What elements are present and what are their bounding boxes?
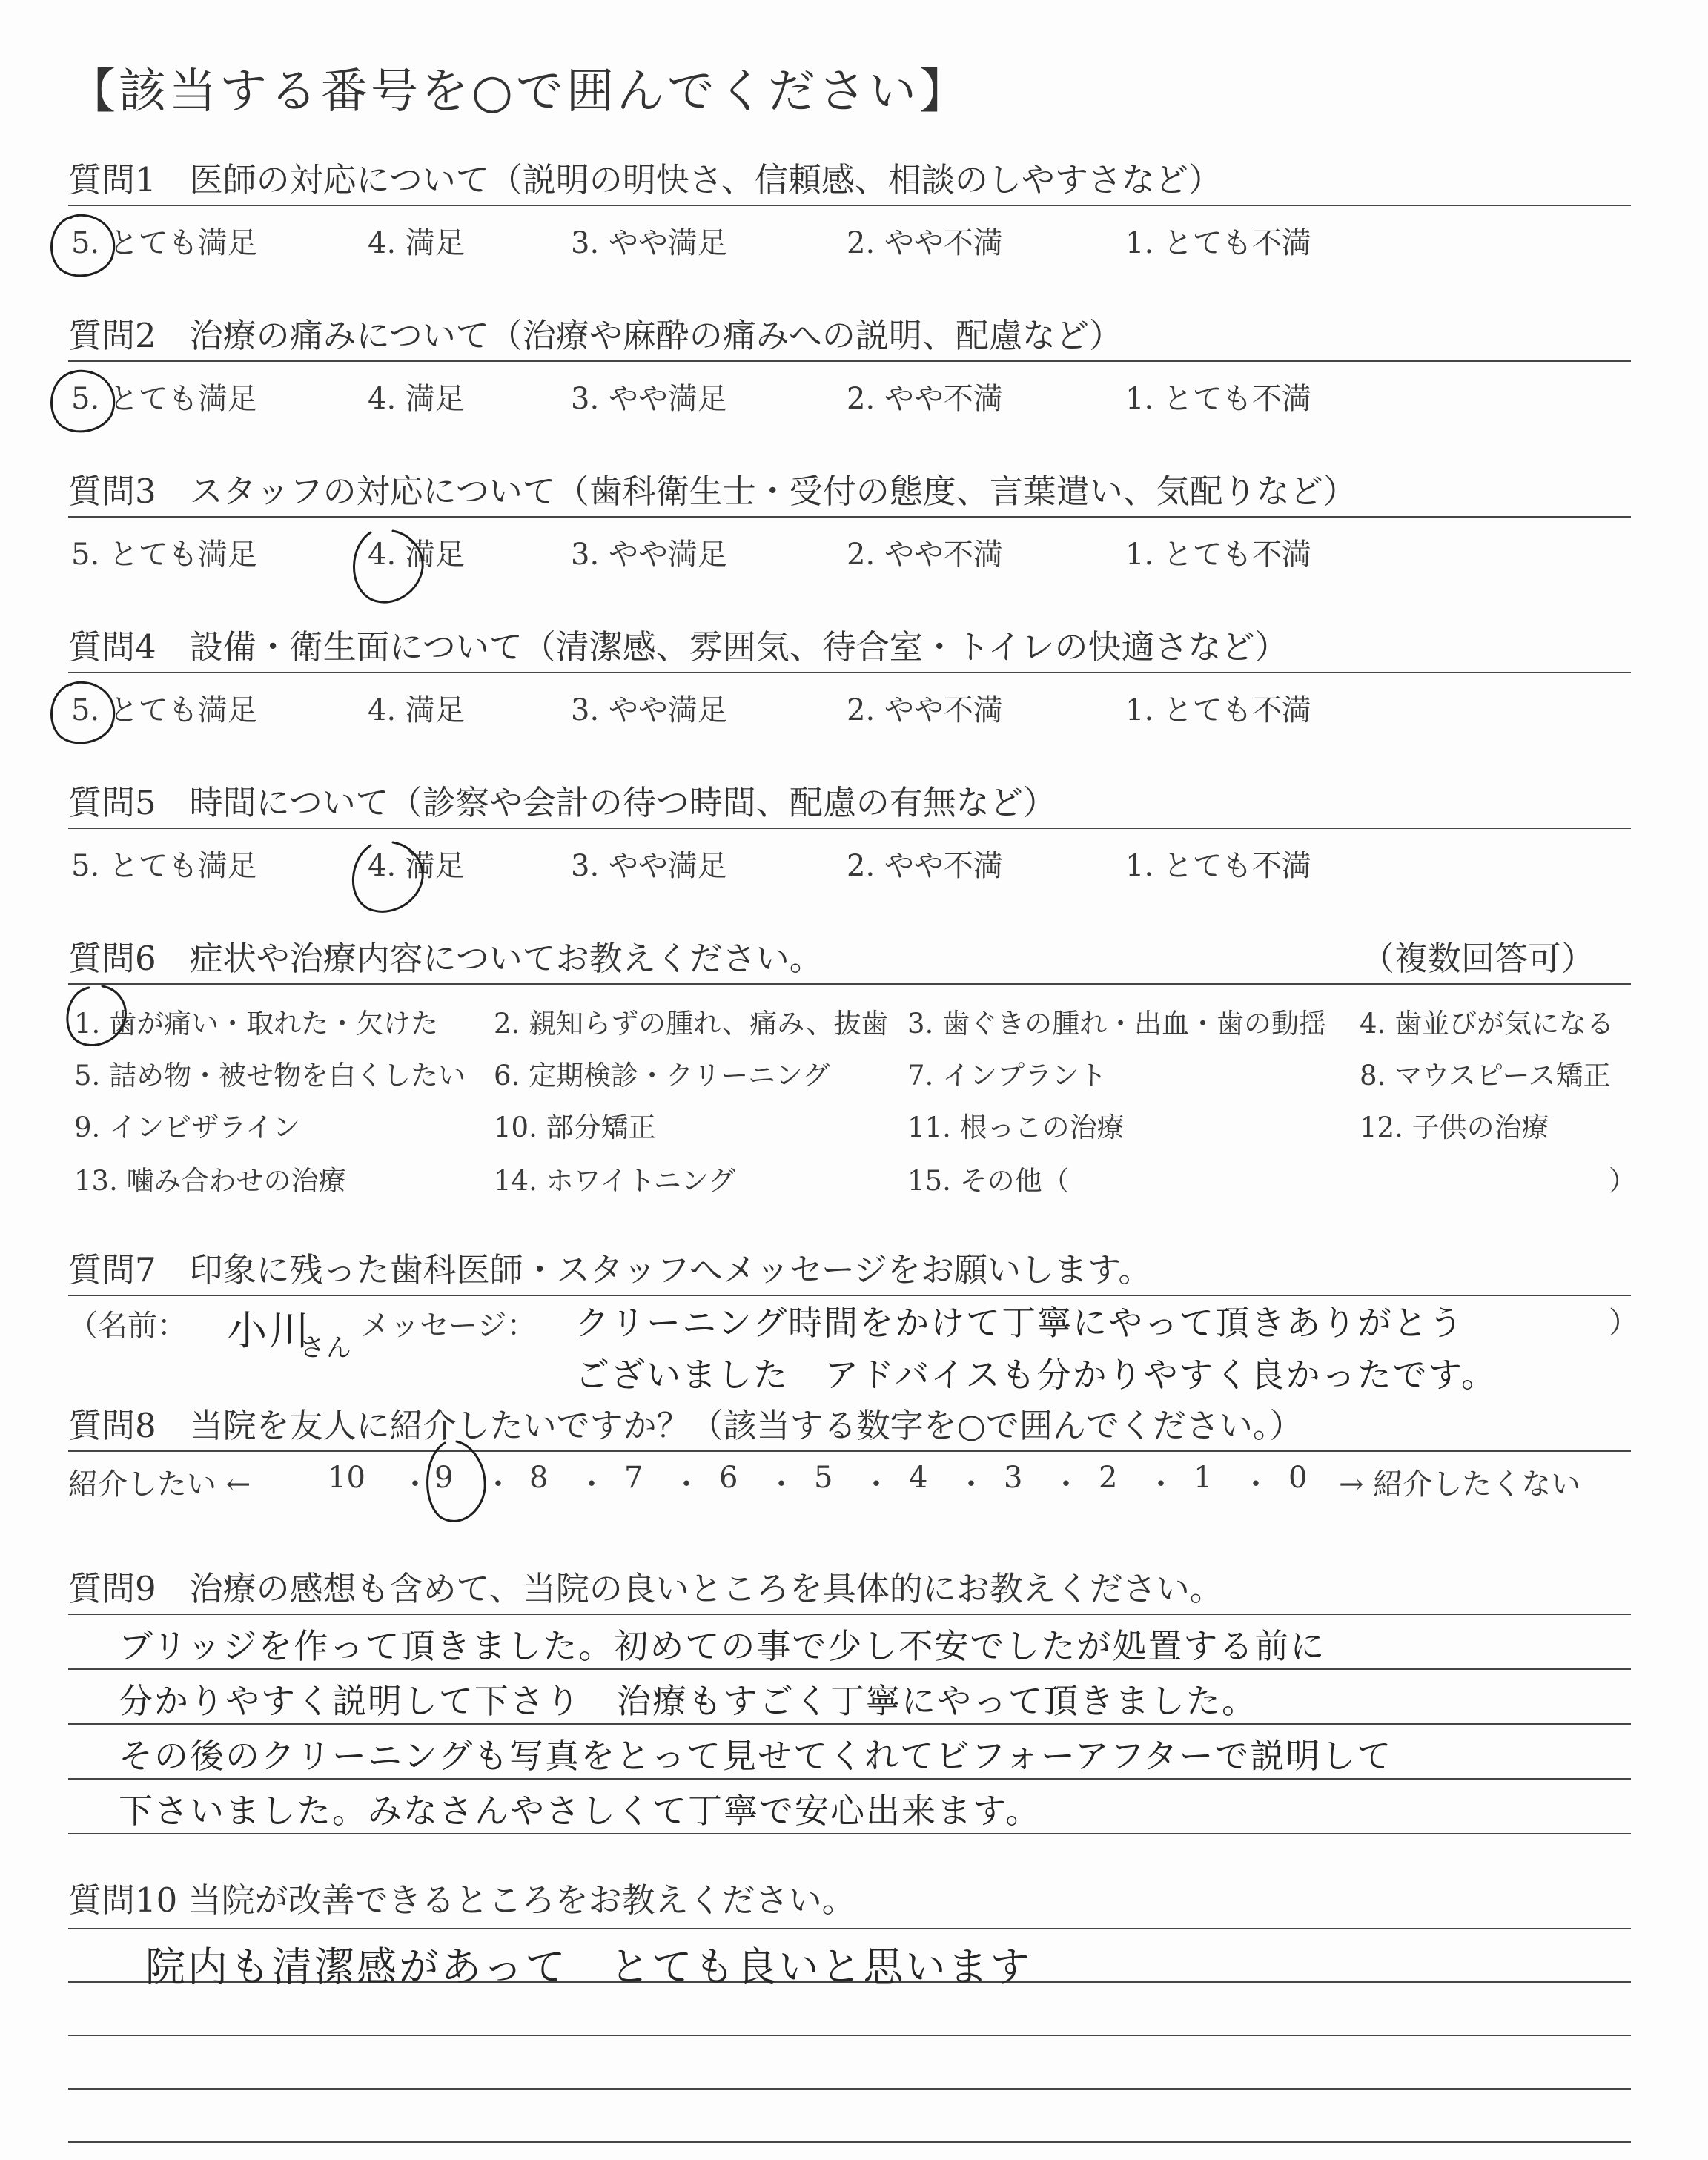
answer-line [68,2141,1631,2143]
name-label: （名前： [68,1309,187,1343]
scale-dot: ・ [956,1467,986,1502]
scale-6[interactable]: 6 [719,1461,738,1495]
scale-dot: ・ [577,1467,606,1502]
divider [68,205,1631,206]
message-line-2[interactable]: ございました アドバイスも分かりやすく良かったです。 [575,1355,1497,1395]
symptom-option-10[interactable]: 10. 部分矯正 [494,1112,656,1143]
answer-line [68,2035,1631,2036]
message-close-paren: ） [1609,1306,1638,1340]
answer-text-line[interactable]: その後のクリーニングも写真をとって見せてくれてビフォーアフターで説明して [119,1736,1393,1776]
option-2[interactable]: 2. やや不満 [847,382,1003,416]
answer-line [68,1668,1631,1670]
scale-4[interactable]: 4 [909,1461,928,1495]
scale-dot: ・ [767,1467,796,1502]
question-heading: 質問8 当院を友人に紹介したいですか？（該当する数字を○で囲んでください。） [68,1406,1303,1445]
scale-10[interactable]: 10 [328,1461,365,1495]
option-3[interactable]: 3. やや満足 [571,538,727,572]
option-5[interactable]: 5. とても満足 [71,538,257,572]
symptom-option-3[interactable]: 3. 歯ぐきの腫れ・出血・歯の動揺 [907,1008,1327,1040]
option-1[interactable]: 1. とても不満 [1125,849,1311,883]
scale-dot: ・ [672,1467,701,1502]
symptom-option-1[interactable]: 1. 歯が痛い・取れた・欠けた [74,1008,439,1040]
symptom-option-11[interactable]: 11. 根っこの治療 [907,1112,1125,1143]
question-heading: 質問2 治療の痛みについて（治療や麻酔の痛みへの説明、配慮など） [68,316,1122,355]
option-1[interactable]: 1. とても不満 [1125,226,1311,260]
option-2[interactable]: 2. やや不満 [847,849,1003,883]
scale-3[interactable]: 3 [1004,1461,1023,1495]
answer-line [68,1723,1631,1725]
option-4[interactable]: 4. 満足 [368,538,465,572]
question-heading: 質問5 時間について（診察や会計の待つ時間、配慮の有無など） [68,783,1056,822]
symptom-option-14[interactable]: 14. ホワイトニング [494,1165,736,1197]
question-heading: 質問6 症状や治療内容についてお教えください。 [68,939,823,978]
other-close-paren: ） [1609,1165,1636,1197]
name-suffix: さん [299,1333,353,1363]
option-2[interactable]: 2. やや不満 [847,538,1003,572]
divider [68,672,1631,673]
scale-8[interactable]: 8 [529,1461,549,1495]
option-2[interactable]: 2. やや不満 [847,693,1003,727]
divider [68,983,1631,985]
divider [68,516,1631,518]
scale-dot: ・ [400,1467,430,1502]
symptom-option-13[interactable]: 13. 噛み合わせの治療 [74,1165,346,1197]
scale-5[interactable]: 5 [814,1461,833,1495]
option-5[interactable]: 5. とても満足 [71,226,257,260]
option-5[interactable]: 5. とても満足 [71,382,257,416]
option-1[interactable]: 1. とても不満 [1125,538,1311,572]
option-1[interactable]: 1. とても不満 [1125,693,1311,727]
scale-2[interactable]: 2 [1099,1461,1118,1495]
question-heading: 質問1 医師の対応について（説明の明快さ、信頼感、相談のしやすさなど） [68,160,1222,199]
option-3[interactable]: 3. やや満足 [571,382,727,416]
question-heading: 質問10 当院が改善できるところをお教えください。 [68,1880,855,1920]
symptom-option-5[interactable]: 5. 詰め物・被せ物を白くしたい [74,1060,466,1091]
answer-text-line[interactable]: 下さいました。みなさんやさしくて丁寧で安心出来ます。 [119,1791,1042,1831]
answer-line [68,1778,1631,1780]
divider [68,828,1631,829]
option-3[interactable]: 3. やや満足 [571,693,727,727]
option-4[interactable]: 4. 満足 [368,693,465,727]
question-heading: 質問4 設備・衛生面について（清潔感、雰囲気、待合室・トイレの快適さなど） [68,627,1288,667]
answer-text-line[interactable]: 分かりやすく説明して下さり 治療もすごく丁寧にやって頂きました。 [119,1681,1257,1721]
question-heading: 質問3 スタッフの対応について（歯科衛生士・受付の態度、言葉遣い、気配りなど） [68,472,1357,511]
name-value[interactable]: 小川 [227,1307,311,1354]
option-1[interactable]: 1. とても不満 [1125,382,1311,416]
message-label: メッセージ： [360,1309,537,1343]
scale-0[interactable]: 0 [1288,1461,1308,1495]
scale-1[interactable]: 1 [1194,1461,1213,1495]
option-3[interactable]: 3. やや満足 [571,226,727,260]
symptom-option-12[interactable]: 12. 子供の治療 [1360,1112,1549,1143]
recommend-left-label: 紹介したい ← [68,1467,251,1502]
answer-line [68,1833,1631,1834]
symptom-option-15[interactable]: 15. その他（ [907,1165,1070,1197]
scale-9[interactable]: 9 [434,1461,454,1495]
symptom-option-8[interactable]: 8. マウスピース矯正 [1360,1060,1611,1091]
divider [68,360,1631,362]
option-4[interactable]: 4. 満足 [368,849,465,883]
option-3[interactable]: 3. やや満足 [571,849,727,883]
scale-7[interactable]: 7 [624,1461,643,1495]
scale-dot: ・ [1241,1467,1271,1502]
page-title: 【該当する番号を○で囲んでください】 [68,65,970,119]
multiple-answers-note: （複数回答可） [1361,939,1595,978]
symptom-option-6[interactable]: 6. 定期検診・クリーニング [494,1060,830,1091]
scale-dot: ・ [1146,1467,1176,1502]
answer-line [68,2088,1631,2090]
question-heading: 質問9 治療の感想も含めて、当院の良いところを具体的にお教えください。 [68,1569,1223,1608]
symptom-option-9[interactable]: 9. インビザライン [74,1112,300,1143]
symptom-option-7[interactable]: 7. インプラント [907,1060,1108,1091]
option-4[interactable]: 4. 満足 [368,382,465,416]
symptom-option-2[interactable]: 2. 親知らずの腫れ、痛み、抜歯 [494,1008,889,1040]
answer-line [68,1614,1631,1615]
answer-line [68,1928,1631,1929]
question-heading: 質問7 印象に残った歯科医師・スタッフへメッセージをお願いします。 [68,1250,1152,1289]
scale-dot: ・ [861,1467,891,1502]
message-line-1[interactable]: クリーニング時間をかけて丁寧にやって頂きありがとう [575,1303,1465,1343]
option-5[interactable]: 5. とても満足 [71,693,257,727]
option-2[interactable]: 2. やや不満 [847,226,1003,260]
answer-text-line[interactable]: 院内も清潔感があって とても良いと思います [145,1943,1033,1990]
recommend-right-label: → 紹介したくない [1339,1467,1581,1502]
option-4[interactable]: 4. 満足 [368,226,465,260]
symptom-option-4[interactable]: 4. 歯並びが気になる [1360,1008,1615,1040]
answer-text-line[interactable]: ブリッジを作って頂きました。初めての事で少し不安でしたが処置する前に [119,1626,1326,1666]
option-5[interactable]: 5. とても満足 [71,849,257,883]
scale-dot: ・ [1051,1467,1081,1502]
divider [68,1450,1631,1452]
scale-dot: ・ [483,1467,513,1502]
